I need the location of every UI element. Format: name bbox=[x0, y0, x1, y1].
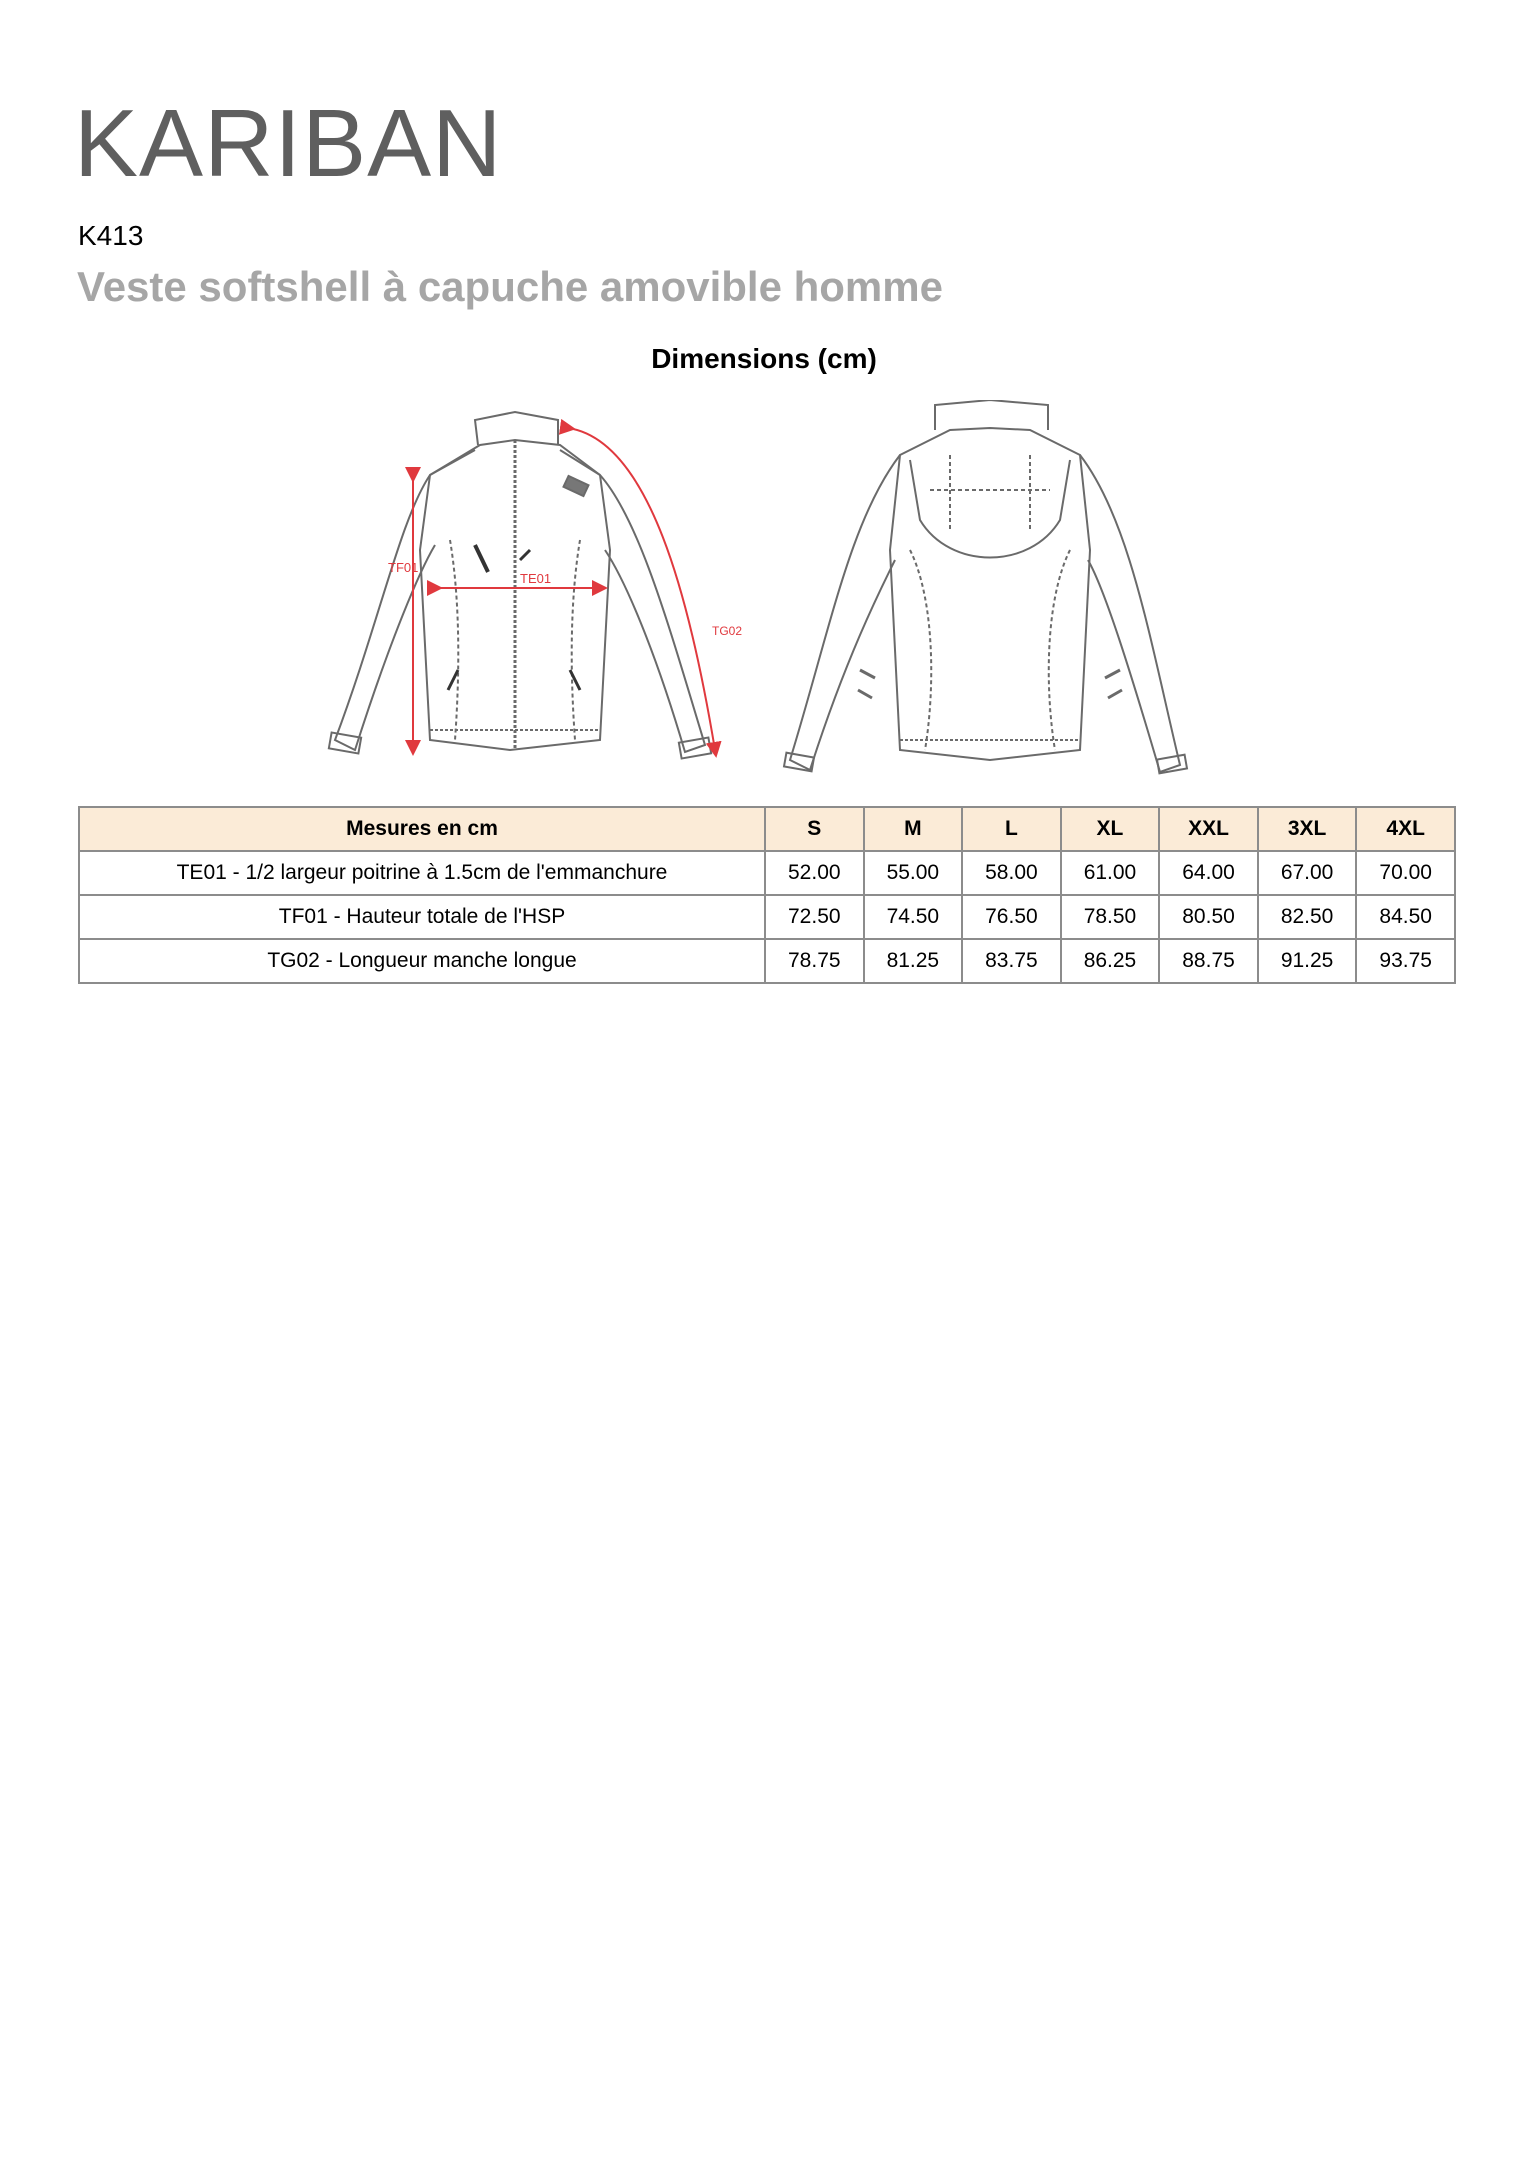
tg02-label: TG02 bbox=[712, 624, 743, 638]
table-cell: 86.25 bbox=[1061, 939, 1160, 983]
te01-label: TE01 bbox=[520, 571, 552, 586]
table-cell: 82.50 bbox=[1258, 895, 1357, 939]
table-cell: 88.75 bbox=[1159, 939, 1258, 983]
header-size: 3XL bbox=[1258, 807, 1357, 851]
table-row bbox=[79, 895, 1455, 939]
table-cell: 74.50 bbox=[864, 895, 963, 939]
table-cell: 93.75 bbox=[1356, 939, 1455, 983]
table-row bbox=[79, 851, 1455, 895]
table-cell: 55.00 bbox=[864, 851, 963, 895]
product-reference: K413 bbox=[78, 220, 144, 251]
row-label: TE01 - 1/2 largeur poitrine à 1.5cm de l'emmanchure bbox=[79, 851, 765, 895]
table-cell: 76.50 bbox=[962, 895, 1061, 939]
brand-logo: KARIBAN bbox=[74, 90, 503, 197]
product-title: Veste softshell à capuche amovible homme bbox=[77, 263, 943, 310]
size-chart-table bbox=[78, 806, 1456, 984]
table-cell: 81.25 bbox=[864, 939, 963, 983]
table-cell: 83.75 bbox=[962, 939, 1061, 983]
table-cell: 80.50 bbox=[1159, 895, 1258, 939]
tf01-label: TF01 bbox=[388, 560, 419, 575]
header-size: L bbox=[962, 807, 1061, 851]
table-cell: 64.00 bbox=[1159, 851, 1258, 895]
header-size: S bbox=[765, 807, 864, 851]
table-cell: 52.00 bbox=[765, 851, 864, 895]
dimensions-title: Dimensions (cm) bbox=[651, 343, 877, 374]
measurement-lines bbox=[388, 428, 742, 750]
jacket-back-view bbox=[784, 400, 1187, 773]
table-cell: 78.50 bbox=[1061, 895, 1160, 939]
table-cell: 61.00 bbox=[1061, 851, 1160, 895]
table-header-row bbox=[79, 807, 1455, 851]
table-cell: 78.75 bbox=[765, 939, 864, 983]
table-cell: 67.00 bbox=[1258, 851, 1357, 895]
table-cell: 84.50 bbox=[1356, 895, 1455, 939]
row-label: TF01 - Hauteur totale de l'HSP bbox=[79, 895, 765, 939]
table-cell: 72.50 bbox=[765, 895, 864, 939]
table-row bbox=[79, 939, 1455, 983]
header-size: XL bbox=[1061, 807, 1160, 851]
header-measure-label: Mesures en cm bbox=[79, 807, 765, 851]
table-cell: 58.00 bbox=[962, 851, 1061, 895]
jacket-technical-drawing bbox=[310, 400, 1210, 800]
header-size: XXL bbox=[1159, 807, 1258, 851]
table-cell: 91.25 bbox=[1258, 939, 1357, 983]
header-size: 4XL bbox=[1356, 807, 1455, 851]
row-label: TG02 - Longueur manche longue bbox=[79, 939, 765, 983]
table-cell: 70.00 bbox=[1356, 851, 1455, 895]
header-size: M bbox=[864, 807, 963, 851]
